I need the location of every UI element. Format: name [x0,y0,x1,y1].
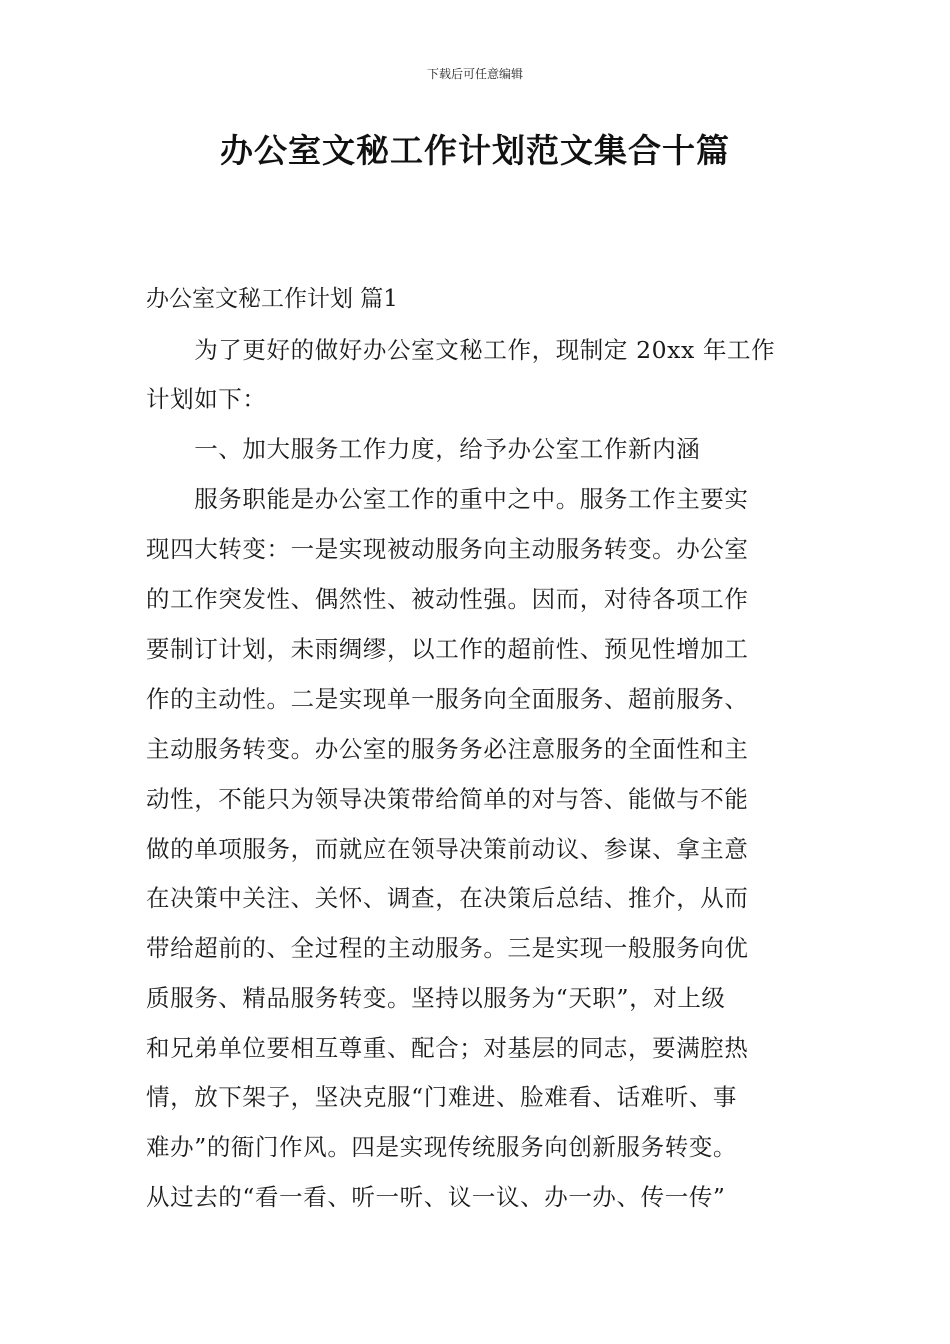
body-line: 的工作突发性、偶然性、被动性强。因而，对待各项工作 [146,585,749,613]
body-line: 难办”的衙门作风。四是实现传统服务向创新服务转变。 [146,1133,738,1161]
body-line: 带给超前的、全过程的主动服务。三是实现一般服务向优 [146,934,749,962]
body-line: 在决策中关注、关怀、调查，在决策后总结、推介，从而 [146,884,749,912]
body-line: 要制订计划，未雨绸缪，以工作的超前性、预见性增加工 [146,635,749,663]
body-line: 情，放下架子，坚决克服“门难进、脸难看、话难听、事 [146,1083,738,1111]
body-line: 主动服务转变。办公室的服务务必注意服务的全面性和主 [146,735,749,763]
body-line: 做的单项服务，而就应在领导决策前动议、参谋、拿主意 [146,835,749,863]
body-line: 作的主动性。二是实现单一服务向全面服务、超前服务、 [146,685,749,713]
body-line: 计划如下： [146,385,267,413]
body-line: 从过去的“看一看、听一听、议一议、办一办、传一传” [146,1183,726,1211]
body-line: 一、加大服务工作力度，给予办公室工作新内涵 [146,435,701,463]
body-line: 为了更好的做好办公室文秘工作，现制定 20xx 年工作 [146,336,776,364]
section-title: 办公室文秘工作计划 篇1 [146,286,398,312]
header-note: 下载后可任意编辑 [426,67,523,81]
body-line: 服务职能是办公室工作的重中之中。服务工作主要实 [146,485,749,513]
body-line: 和兄弟单位要相互尊重、配合；对基层的同志，要满腔热 [146,1034,749,1062]
document-title: 办公室文秘工作计划范文集合十篇 [220,131,730,170]
body-line: 现四大转变：一是实现被动服务向主动服务转变。办公室 [146,535,749,563]
body-line: 动性，不能只为领导决策带给简单的对与答、能做与不能 [146,785,749,813]
body-line: 质服务、精品服务转变。坚持以服务为“天职”，对上级 [146,984,726,1012]
